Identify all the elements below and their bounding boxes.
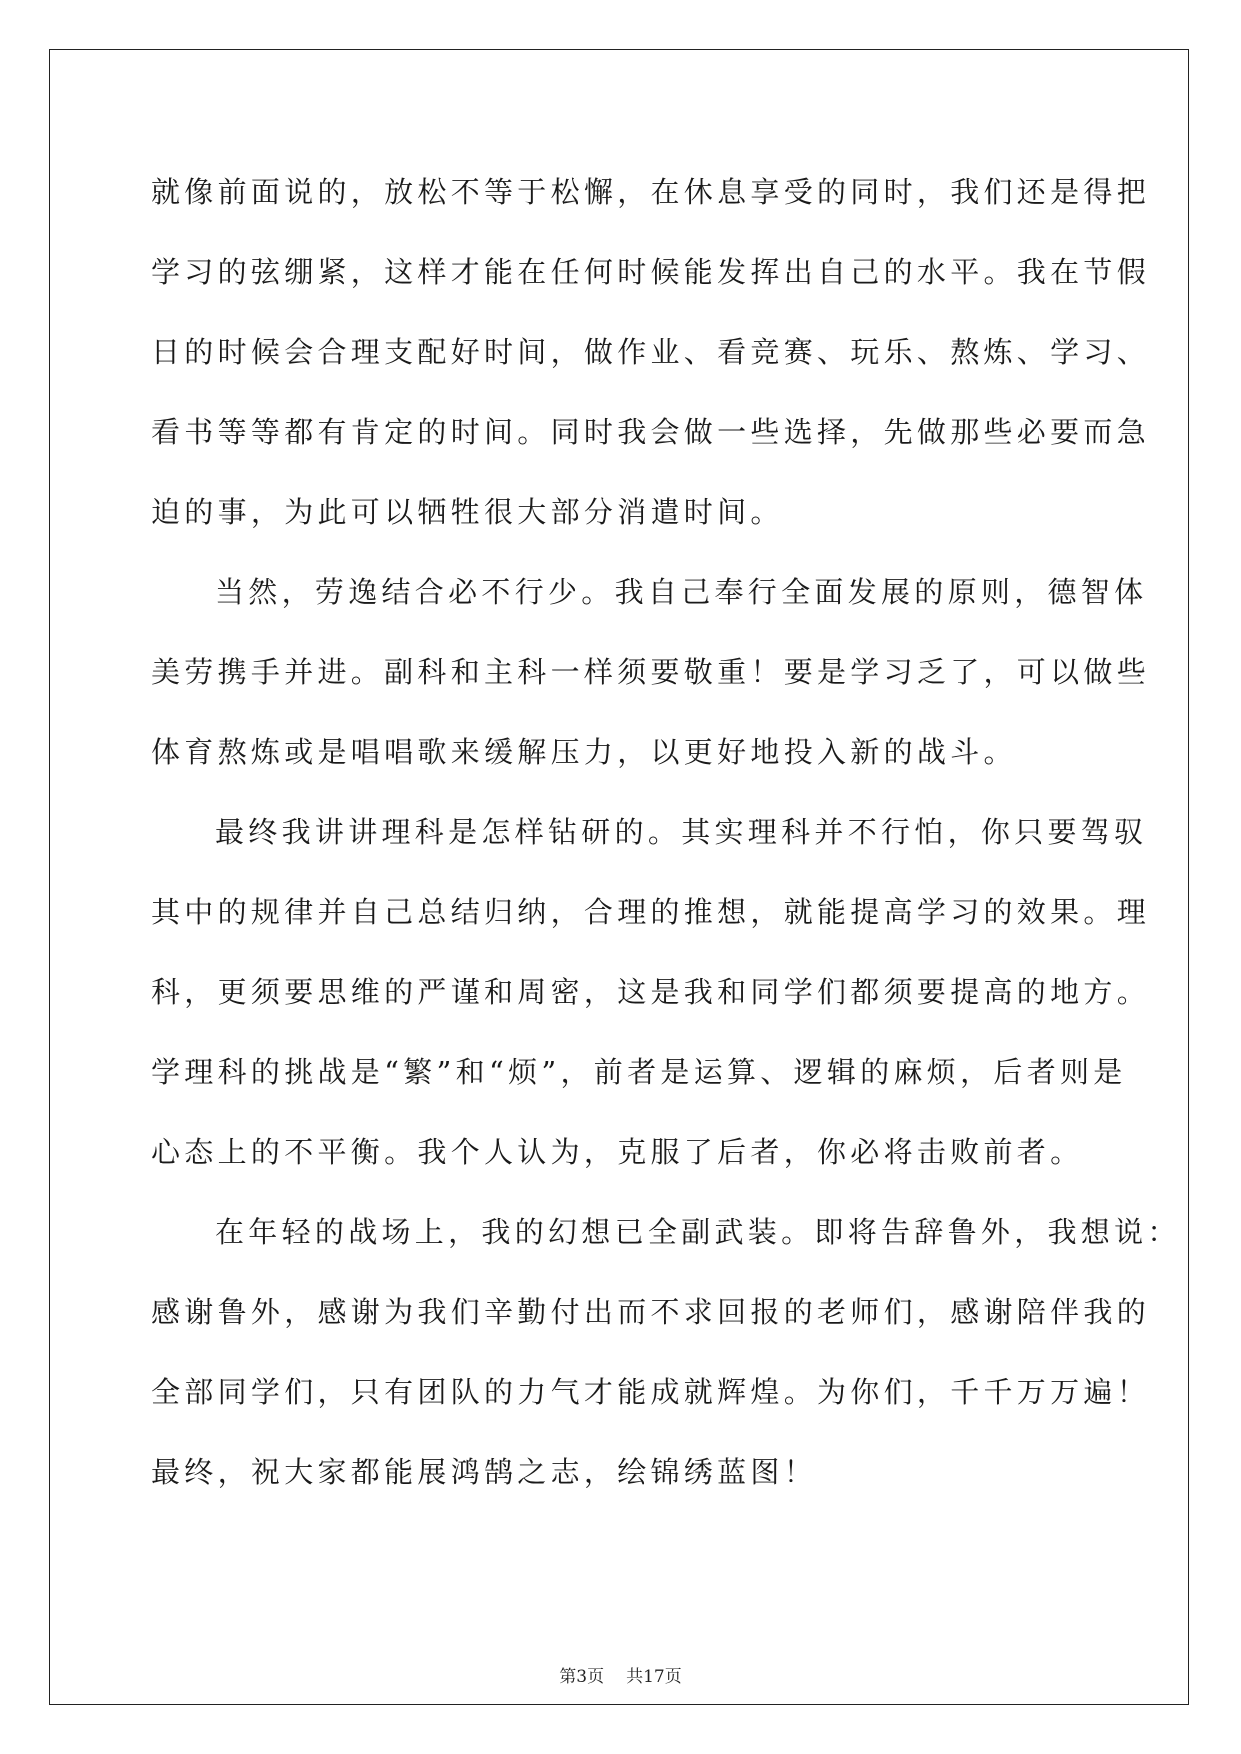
text-line: 学习的弦绷紧，这样才能在任何时候能发挥出自己的水平。我在节假 [151, 255, 1151, 289]
paragraph-first-line: 最终我讲讲理科是怎样钻研的。其实理科并不行怕，你只要驾驭 [215, 815, 1148, 849]
text-line: 迫的事，为此可以牺牲很大部分消遣时间。 [151, 495, 784, 529]
text-line: 最终，祝大家都能展鸿鹄之志，绘锦绣蓝图！ [151, 1455, 818, 1489]
paragraph-first-line: 当然，劳逸结合必不行少。我自己奉行全面发展的原则，德智体 [215, 575, 1148, 609]
text-line: 就像前面说的，放松不等于松懈，在休息享受的同时，我们还是得把 [151, 175, 1151, 209]
page-footer [0, 1662, 1241, 1687]
text-line: 科，更须要思维的严谨和周密，这是我和同学们都须要提高的地方。 [151, 975, 1151, 1009]
page-number: 第3页 [559, 1667, 605, 1687]
text-line: 看书等等都有肯定的时间。同时我会做一些选择，先做那些必要而急 [151, 415, 1151, 449]
text-line: 感谢鲁外，感谢为我们辛勤付出而不求回报的老师们，感谢陪伴我的 [151, 1295, 1151, 1329]
total-pages: 共17页 [626, 1667, 682, 1687]
text-line: 心态上的不平衡。我个人认为，克服了后者，你必将击败前者。 [151, 1135, 1084, 1169]
text-line: 体育熬炼或是唱唱歌来缓解压力，以更好地投入新的战斗。 [151, 735, 1017, 769]
document-body [151, 152, 1181, 1512]
text-line: 全部同学们，只有团队的力气才能成就辉煌。为你们，千千万万遍！ [151, 1375, 1151, 1409]
text-line: 学理科的挑战是“繁”和“烦”，前者是运算、逻辑的麻烦，后者则是 [151, 1055, 1127, 1089]
paragraph-first-line: 在年轻的战场上，我的幻想已全副武装。即将告辞鲁外，我想说： [215, 1215, 1181, 1249]
text-line: 美劳携手并进。副科和主科一样须要敬重！要是学习乏了，可以做些 [151, 655, 1151, 689]
text-line: 其中的规律并自己总结归纳，合理的推想，就能提高学习的效果。理 [151, 895, 1151, 929]
text-line: 日的时候会合理支配好时间，做作业、看竞赛、玩乐、熬炼、学习、 [151, 335, 1151, 369]
